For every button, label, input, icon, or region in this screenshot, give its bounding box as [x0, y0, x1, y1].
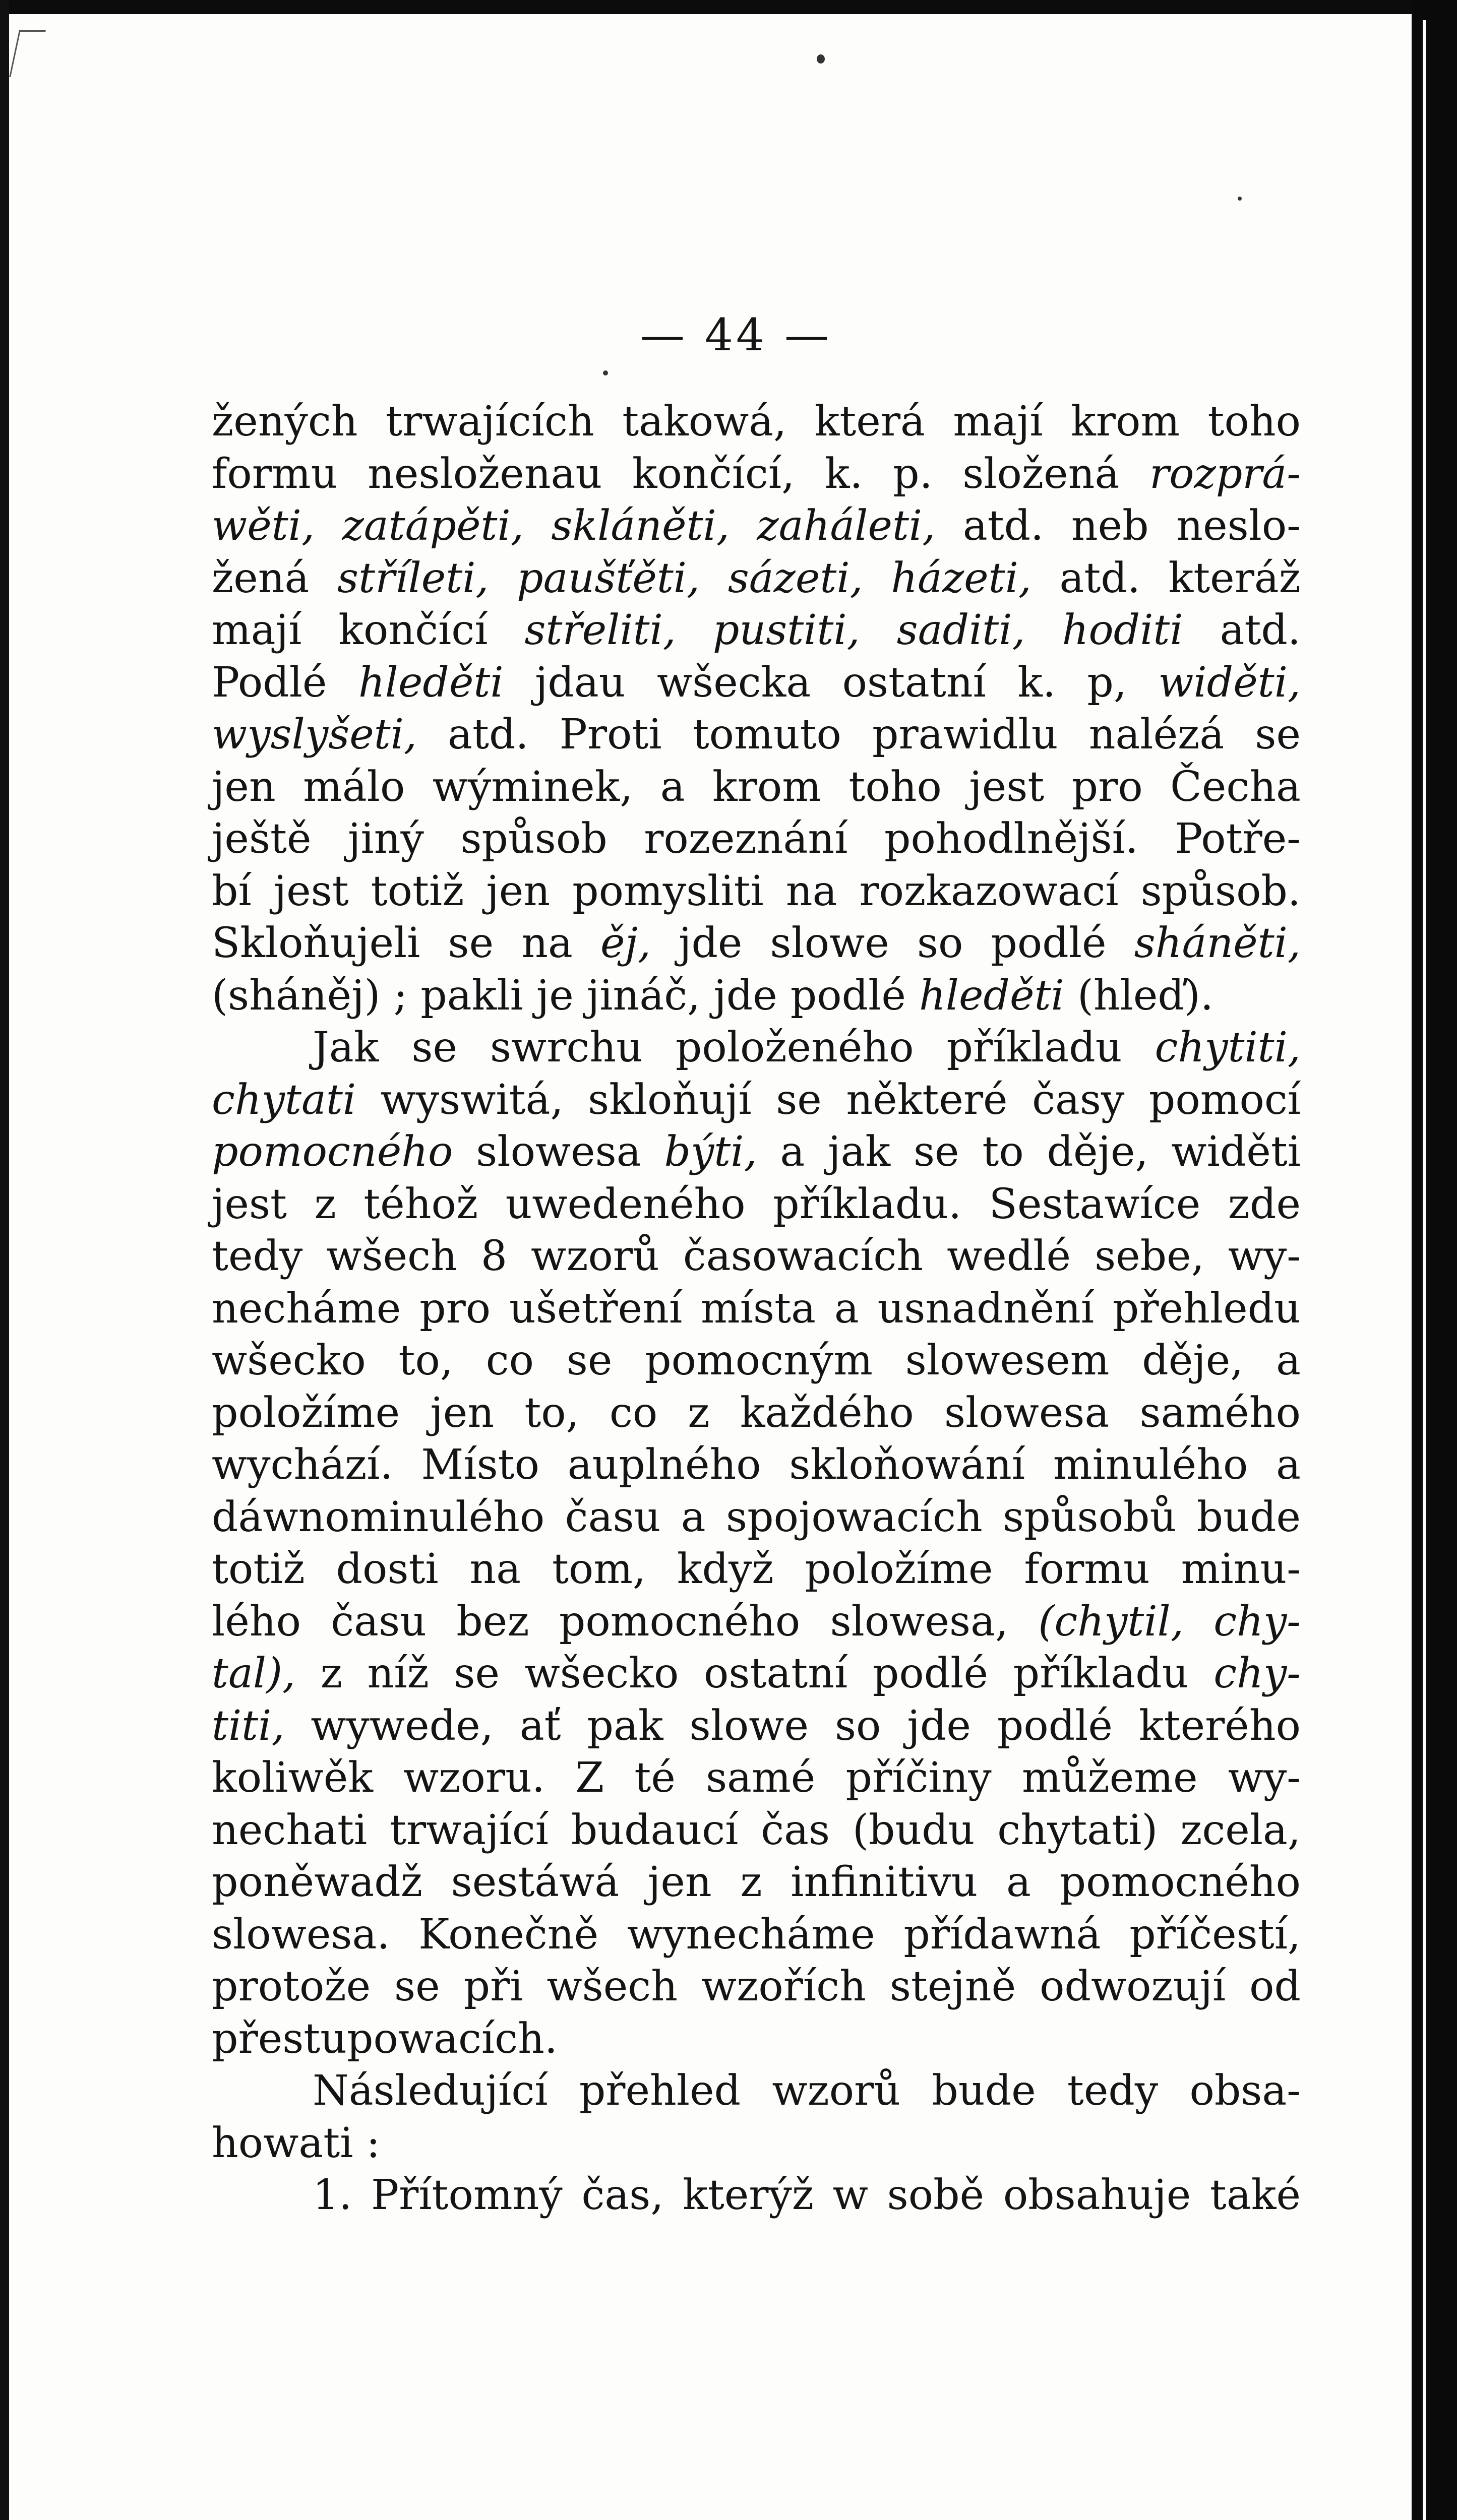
- text-line: dáwnominulého času a spojowacích spůsobů bude: [212, 1493, 1301, 1541]
- text-line: formu nesloženau končící, k. p. složená rozprá-: [212, 450, 1301, 498]
- text-line: Následující přehled wzorů bude tedy obsa-: [313, 2067, 1301, 2115]
- text-line: koliwěk wzoru. Z té samé příčiny můžeme wy-: [212, 1754, 1301, 1802]
- text-line: mají končící střeliti, pustiti, saditi, hoditi atd.: [212, 606, 1301, 654]
- text-line: tedy wšech 8 wzorů časowacích wedlé sebe, wy-: [212, 1232, 1301, 1280]
- text-line: žená stříleti, paušťěti, sázeti, házeti, atd. kteráž: [212, 554, 1301, 602]
- text-line: jest z téhož uwedeného příkladu. Sestawíce zde: [212, 1180, 1301, 1228]
- text-line: howati :: [212, 2119, 381, 2167]
- text-line: tal), z níž se wšecko ostatní podlé příkladu chy-: [212, 1650, 1301, 1697]
- text-line: (sháněj) ; pakli je jináč, jde podlé hleděti (hleď).: [212, 971, 1213, 1020]
- text-line: bí jest totiž jen pomysliti na rozkazowací spůsob.: [212, 867, 1301, 915]
- page-corner-fold-mark: [9, 30, 46, 77]
- text-line: Podlé hleděti jdau wšecka ostatní k. p, widěti,: [212, 658, 1301, 707]
- text-line: pomocného slowesa býti, a jak se to děje, widěti: [212, 1128, 1301, 1176]
- scan-top-border: [0, 0, 1457, 14]
- text-line: necháme pro ušetření místa a usnadnění přehledu: [212, 1284, 1301, 1333]
- scan-right-border-highlight: [1423, 20, 1426, 2520]
- text-line: Skloňujeli se na ěj, jde slowe so podlé sháněti,: [212, 919, 1301, 967]
- text-line: přestupowacích.: [212, 2014, 558, 2063]
- text-line: lého času bez pomocného slowesa, (chytil, chy-: [212, 1597, 1301, 1646]
- text-line: wěti, zatápěti, skláněti, zaháleti, atd. neb neslo-: [212, 502, 1301, 550]
- ink-speck: [817, 54, 825, 64]
- body-text: [212, 396, 1301, 2222]
- text-line: poněwadž sestáwá jen z infinitivu a pomocného: [212, 1858, 1301, 1906]
- ink-speck: [1238, 197, 1242, 201]
- text-line: protože se při wšech wzořích stejně odwozují od: [212, 1963, 1301, 2010]
- text-line: položíme jen to, co z každého slowesa samého: [212, 1389, 1301, 1437]
- text-line: wychází. Místo auplného skloňowání minulého a: [212, 1441, 1301, 1489]
- text-line: nechati trwající budaucí čas (budu chytati) zcela,: [212, 1806, 1301, 1854]
- text-line: žených trwajících takowá, která mají krom toho: [212, 398, 1301, 446]
- text-line: chytati wyswitá, skloňují se některé časy pomocí: [212, 1076, 1301, 1124]
- text-line: wyslyšeti, atd. Proti tomuto prawidlu nalézá se: [212, 711, 1301, 759]
- scan-left-border: [0, 0, 9, 2520]
- ink-speck: [603, 370, 608, 375]
- scan-right-border: [1412, 0, 1457, 2520]
- page-number: — 44 —: [640, 309, 832, 361]
- text-line: wšecko to, co se pomocným slowesem děje, a: [212, 1337, 1301, 1384]
- text-line: slowesa. Konečně wynecháme přídawná příčestí,: [212, 1910, 1301, 1959]
- text-line: titi, wywede, ať pak slowe so jde podlé kterého: [212, 1702, 1301, 1750]
- text-line: Jak se swrchu položeného příkladu chytiti,: [313, 1024, 1301, 1072]
- text-line: 1. Přítomný čas, kterýž w sobě obsahuje také: [313, 2171, 1301, 2219]
- text-line: jen málo wýminek, a krom toho jest pro Čecha: [212, 763, 1301, 811]
- text-line: ještě jiný spůsob rozeznání pohodlnější. Potře-: [212, 815, 1301, 863]
- text-line: totiž dosti na tom, když položíme formu minu-: [212, 1545, 1301, 1593]
